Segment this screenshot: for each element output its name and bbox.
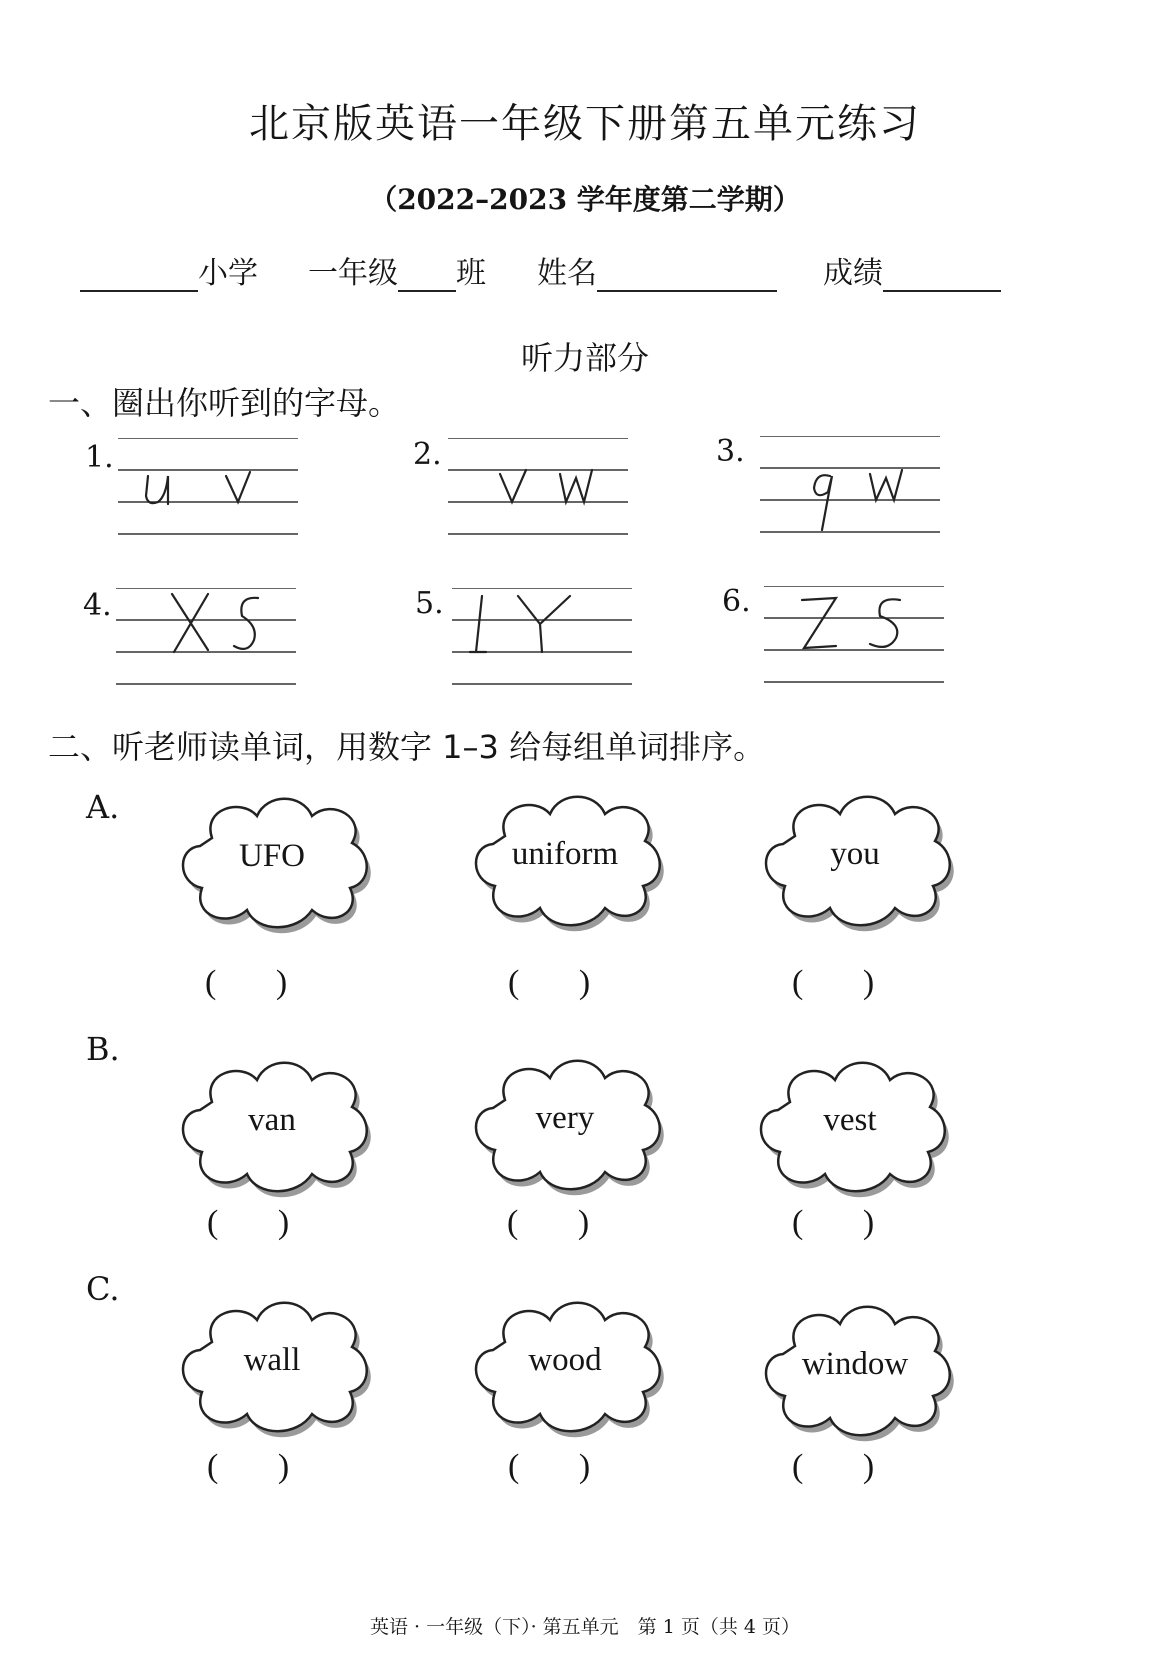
q1-item-letters[interactable] xyxy=(764,586,946,686)
cloud-word: uniform xyxy=(511,836,619,872)
worksheet-title: 北京版英语一年级下册第五单元练习 xyxy=(249,101,921,147)
answer-parentheses[interactable]: ( ) xyxy=(508,1448,591,1485)
grade-label: 一年级 xyxy=(308,256,398,291)
word-cloud xyxy=(755,786,955,926)
class-label: 班 xyxy=(456,256,486,291)
word-cloud xyxy=(465,1292,665,1432)
name-label: 姓名 xyxy=(537,256,597,291)
cloud-word: window xyxy=(801,1346,909,1382)
answer-parentheses[interactable]: ( ) xyxy=(205,964,288,1001)
row-label: A. xyxy=(86,788,120,826)
q1-item-letters[interactable] xyxy=(452,588,634,688)
q1-title: 一、圈出你听到的字母。 xyxy=(48,384,401,422)
q1-item-letters[interactable] xyxy=(760,436,942,536)
cloud-word: wall xyxy=(243,1342,301,1378)
page-footer: 英语 · 一年级（下）· 第五单元 第 1 页（共 4 页） xyxy=(369,1616,801,1638)
answer-parentheses[interactable]: ( ) xyxy=(792,964,875,1001)
answer-parentheses[interactable]: ( ) xyxy=(508,964,591,1001)
q2-title: 二、听老师读单词，用数字 1–3 给每组单词排序。 xyxy=(48,728,766,766)
school-blank[interactable] xyxy=(80,260,198,292)
q1-item-number: 1. xyxy=(85,440,114,475)
q1-item-letters[interactable] xyxy=(118,438,300,538)
answer-parentheses[interactable]: ( ) xyxy=(792,1448,875,1485)
answer-parentheses[interactable]: ( ) xyxy=(507,1204,590,1241)
cloud-word: vest xyxy=(823,1102,877,1138)
cloud-word: wood xyxy=(528,1342,602,1378)
section-title: 听力部分 xyxy=(520,339,649,377)
score-blank[interactable] xyxy=(883,260,1001,292)
q1-item-number: 2. xyxy=(413,437,442,472)
worksheet-subtitle: （2022–2023 学年度第二学期） xyxy=(369,183,801,216)
word-cloud xyxy=(755,1296,955,1436)
row-label: C. xyxy=(86,1270,120,1308)
word-cloud xyxy=(172,1292,372,1432)
word-cloud xyxy=(172,788,372,928)
cloud-word: very xyxy=(535,1100,595,1136)
score-label: 成绩 xyxy=(823,256,883,291)
school-field xyxy=(80,248,258,292)
answer-parentheses[interactable]: ( ) xyxy=(207,1448,290,1485)
answer-parentheses[interactable]: ( ) xyxy=(792,1204,875,1241)
name-blank[interactable] xyxy=(597,260,777,292)
name-field xyxy=(537,248,777,292)
q1-item-number: 3. xyxy=(716,434,745,469)
word-cloud xyxy=(172,1052,372,1192)
q1-item-number: 4. xyxy=(83,588,112,623)
q1-item-number: 5. xyxy=(415,586,444,621)
q1-item-letters[interactable] xyxy=(116,588,298,688)
q1-item-letters[interactable] xyxy=(448,438,630,538)
cloud-word: UFO xyxy=(238,838,306,874)
cloud-word: van xyxy=(248,1102,296,1138)
answer-parentheses[interactable]: ( ) xyxy=(207,1204,290,1241)
word-cloud xyxy=(465,1050,665,1190)
class-blank[interactable] xyxy=(398,260,456,292)
word-cloud xyxy=(750,1052,950,1192)
word-cloud xyxy=(465,786,665,926)
school-label: 小学 xyxy=(198,256,258,291)
cloud-word: you xyxy=(830,836,880,872)
score-field xyxy=(823,248,1001,292)
q1-item-number: 6. xyxy=(722,584,751,619)
row-label: B. xyxy=(86,1030,120,1068)
grade-class-field xyxy=(308,248,486,292)
